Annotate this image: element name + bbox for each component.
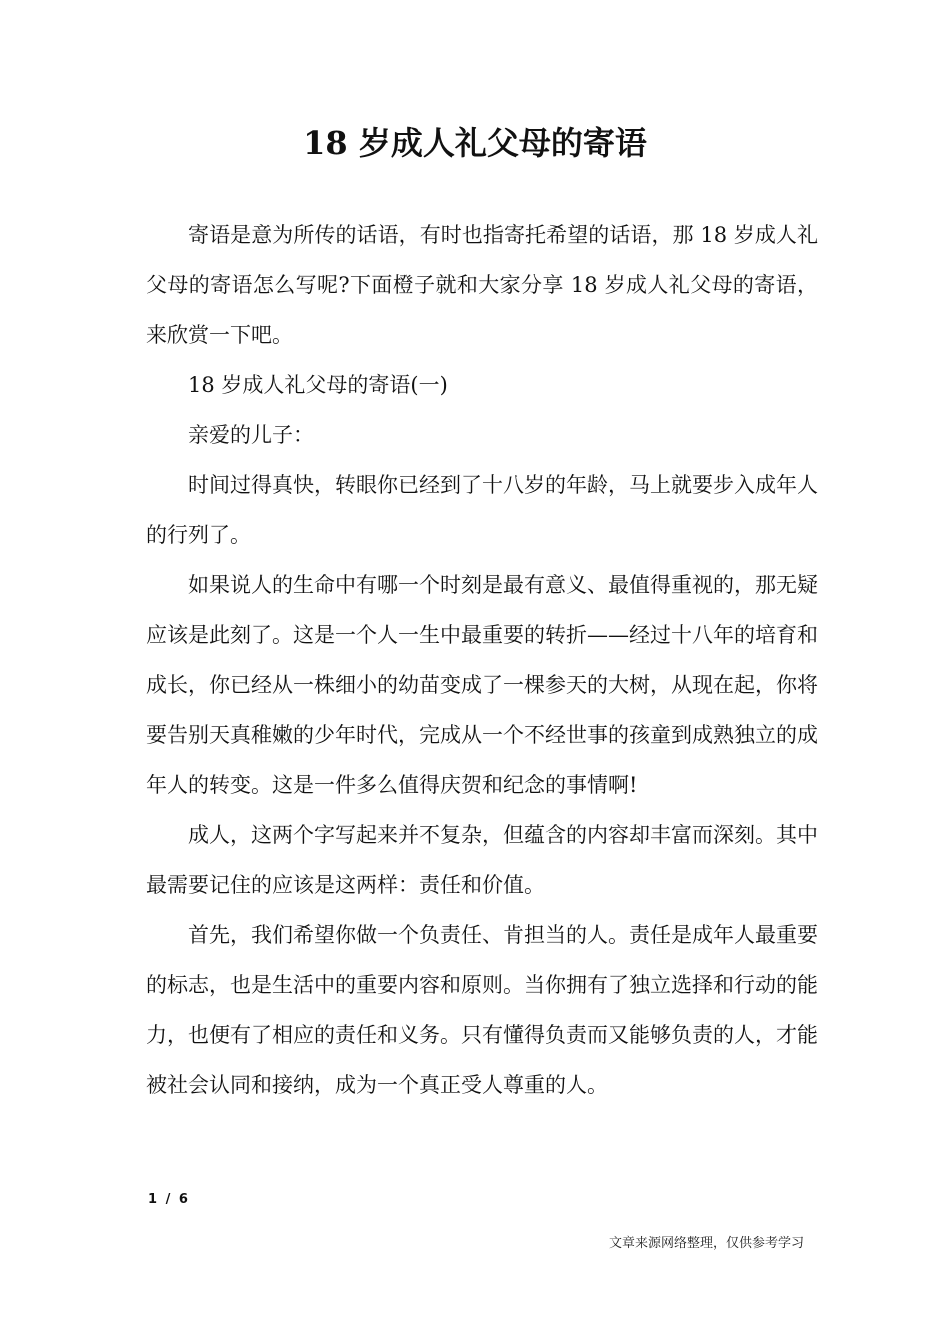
source-note: 文章来源网络整理，仅供参考学习 [608, 1236, 804, 1251]
document-body [146, 210, 818, 1110]
paragraph-adulthood: 成人，这两个字写起来并不复杂，但蕴含的内容却丰富而深刻。其中最需要记住的应该是这两样：责任和价值。 [146, 823, 818, 897]
document-title: 18 岁成人礼父母的寄语 [303, 124, 647, 162]
paragraph-time: 时间过得真快，转眼你已经到了十八岁的年龄，马上就要步入成年人的行列了。 [146, 473, 818, 547]
page-number: 1 / 6 [148, 1192, 190, 1207]
paragraph-moment: 如果说人的生命中有哪一个时刻是最有意义、最值得重视的，那无疑应该是此刻了。这是一个人一生中最重要的转折——经过十八年的培育和成长，你已经从一株细小的幼苗变成了一棵参天的大树，从现在起，你将要告别天真稚嫩的少年时代，完成从一个不经世事的孩童到成熟独立的成年人的转变。这是一件多么值得庆贺和纪念的事情啊! [146, 573, 818, 797]
paragraph-salutation: 亲爱的儿子： [188, 423, 314, 447]
paragraph-intro: 寄语是意为所传的话语，有时也指寄托希望的话语，那 18 岁成人礼父母的寄语怎么写呢?下面橙子就和大家分享 18 岁成人礼父母的寄语，来欣赏一下吧。 [146, 223, 818, 347]
paragraph-responsibility: 首先，我们希望你做一个负责任、肯担当的人。责任是成年人最重要的标志，也是生活中的重要内容和原则。当你拥有了独立选择和行动的能力，也便有了相应的责任和义务。只有懂得负责而又能够负责的人，才能被社会认同和接纳，成为一个真正受人尊重的人。 [146, 923, 818, 1097]
paragraph-section-heading: 18 岁成人礼父母的寄语(一) [188, 373, 448, 397]
